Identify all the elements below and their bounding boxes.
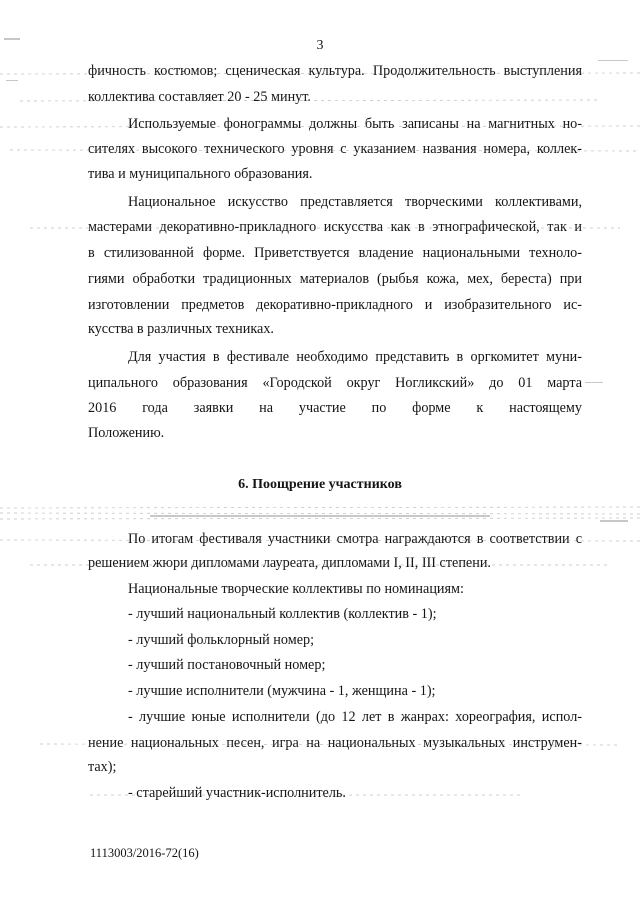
text-line: изготовлении предметов декоративно-прикладного и изобразительного ис- (88, 297, 582, 313)
text-line: Национальные творческие коллективы по номинациям: (128, 581, 464, 597)
text-line: Для участия в фестивале необходимо представить в оргкомитет муни- (128, 349, 582, 365)
text-line: Используемые фонограммы должны быть записаны на магнитных но- (128, 116, 582, 132)
text-line: кусства в различных техниках. (88, 321, 274, 337)
text-line: тах); (88, 759, 117, 775)
text-line: сителях высокого технического уровня с указанием названия номера, коллек- (88, 141, 582, 157)
section-heading: 6. Поощрение участников (238, 477, 402, 492)
text-line: решением жюри дипломами лауреата, дипломами I, II, III степени. (88, 555, 491, 571)
text-line: По итогам фестиваля участники смотра награждаются в соответствии с (128, 531, 582, 547)
text-line: фичность костюмов; сценическая культура. Продолжительность выступления (88, 63, 582, 79)
text-line: тива и муниципального образования. (88, 166, 313, 182)
text-line: 2016 года заявки на участие по форме к настоящему (88, 400, 582, 416)
list-item: - старейший участник-исполнитель. (128, 785, 346, 801)
text-line: мастерами декоративно-прикладного искусства как в этнографической, так и (88, 219, 582, 235)
text-line: коллектива составляет 20 - 25 минут. (88, 89, 311, 105)
text-line: нение национальных песен, игра на национальных музыкальных инструмен- (88, 735, 582, 751)
text-line: в стилизованной форме. Приветствуется владение национальными техноло- (88, 245, 582, 261)
text-line: Национальное искусство представляется творческими коллективами, (128, 194, 582, 210)
list-item: - лучший постановочный номер; (128, 657, 326, 673)
list-item: - лучшие исполнители (мужчина - 1, женщина - 1); (128, 683, 436, 699)
list-item: - лучшие юные исполнители (до 12 лет в жанрах: хореография, испол- (128, 709, 582, 725)
text-line: гиями обработки традиционных материалов (рыбья кожа, мех, береста) при (88, 271, 582, 287)
list-item: - лучший фольклорный номер; (128, 632, 315, 648)
list-item: - лучший национальный коллектив (коллектив - 1); (128, 606, 437, 622)
text-line: ципального образования «Городской округ Ногликский» до 01 марта (88, 375, 582, 391)
text-line: Положению. (88, 425, 165, 441)
page-number: 3 (316, 38, 324, 53)
document-code: 1113003/2016-72(16) (90, 846, 199, 860)
